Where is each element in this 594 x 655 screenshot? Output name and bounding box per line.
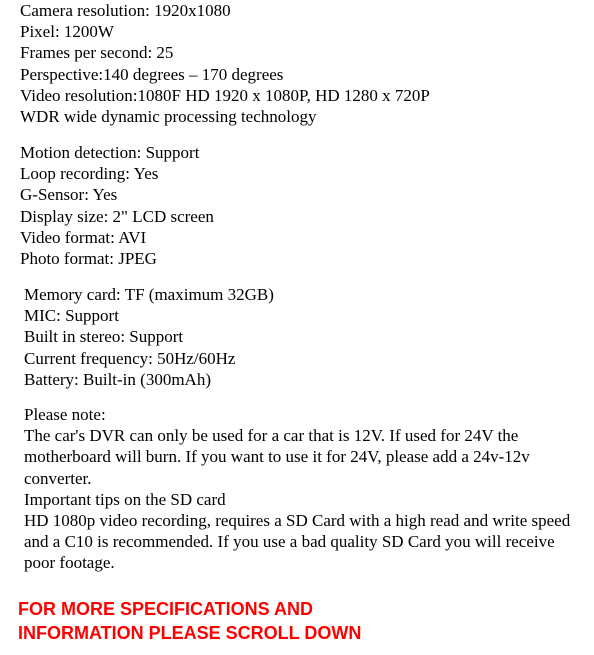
spec-frames-per-second: Frames per second: 25: [20, 43, 174, 63]
spec-loop-recording: Loop recording: Yes: [20, 164, 159, 184]
spec-battery: Battery: Built-in (300mAh): [24, 369, 211, 389]
spec-built-in-stereo: Built in stereo: Support: [24, 327, 184, 347]
spec-pixel: Pixel: 1200W: [20, 22, 114, 42]
spec-current-frequency: Current frequency: 50Hz/60Hz: [24, 348, 236, 368]
spec-memory-card: Memory card: TF (maximum 32GB): [24, 285, 274, 304]
spec-video-format: Video format: AVI: [20, 227, 147, 247]
spec-display-size: Display size: 2" LCD screen: [20, 206, 214, 226]
spec-perspective: Perspective:140 degrees – 170 degrees: [20, 64, 284, 84]
sd-card-heading: Important tips on the SD card: [24, 489, 226, 509]
notes-heading: Please note:: [24, 405, 106, 424]
notes-block: [24, 404, 584, 574]
voltage-warning: The car's DVR can only be used for a car that is 12V. If used for 24V the motherboard will burn. If you want to use it for 24V, please add a 24v-12v converter.: [24, 426, 530, 488]
spec-photo-format: Photo format: JPEG: [20, 249, 157, 269]
feature-specs-block: [20, 142, 214, 269]
spec-motion-detection: Motion detection: Support: [20, 143, 200, 162]
scroll-notice-line-1: FOR MORE SPECIFICATIONS AND: [18, 599, 314, 619]
camera-specs-block: [20, 0, 430, 127]
sd-card-tip: HD 1080p video recording, requires a SD Card with a high read and write speed and a C10 is recommended. If you use a bad quality SD Card you will receive poor footage.: [24, 511, 571, 573]
spec-camera-resolution: Camera resolution: 1920x1080: [20, 1, 231, 20]
spec-wdr: WDR wide dynamic processing technology: [20, 107, 317, 127]
hardware-specs-block: [24, 284, 274, 390]
spec-g-sensor: G-Sensor: Yes: [20, 185, 118, 205]
spec-mic: MIC: Support: [24, 306, 119, 326]
spec-video-resolution: Video resolution:1080F HD 1920 x 1080P, HD 1280 x 720P: [20, 85, 430, 105]
scroll-down-notice: [18, 597, 361, 645]
scroll-notice-line-2: INFORMATION PLEASE SCROLL DOWN: [18, 623, 362, 643]
